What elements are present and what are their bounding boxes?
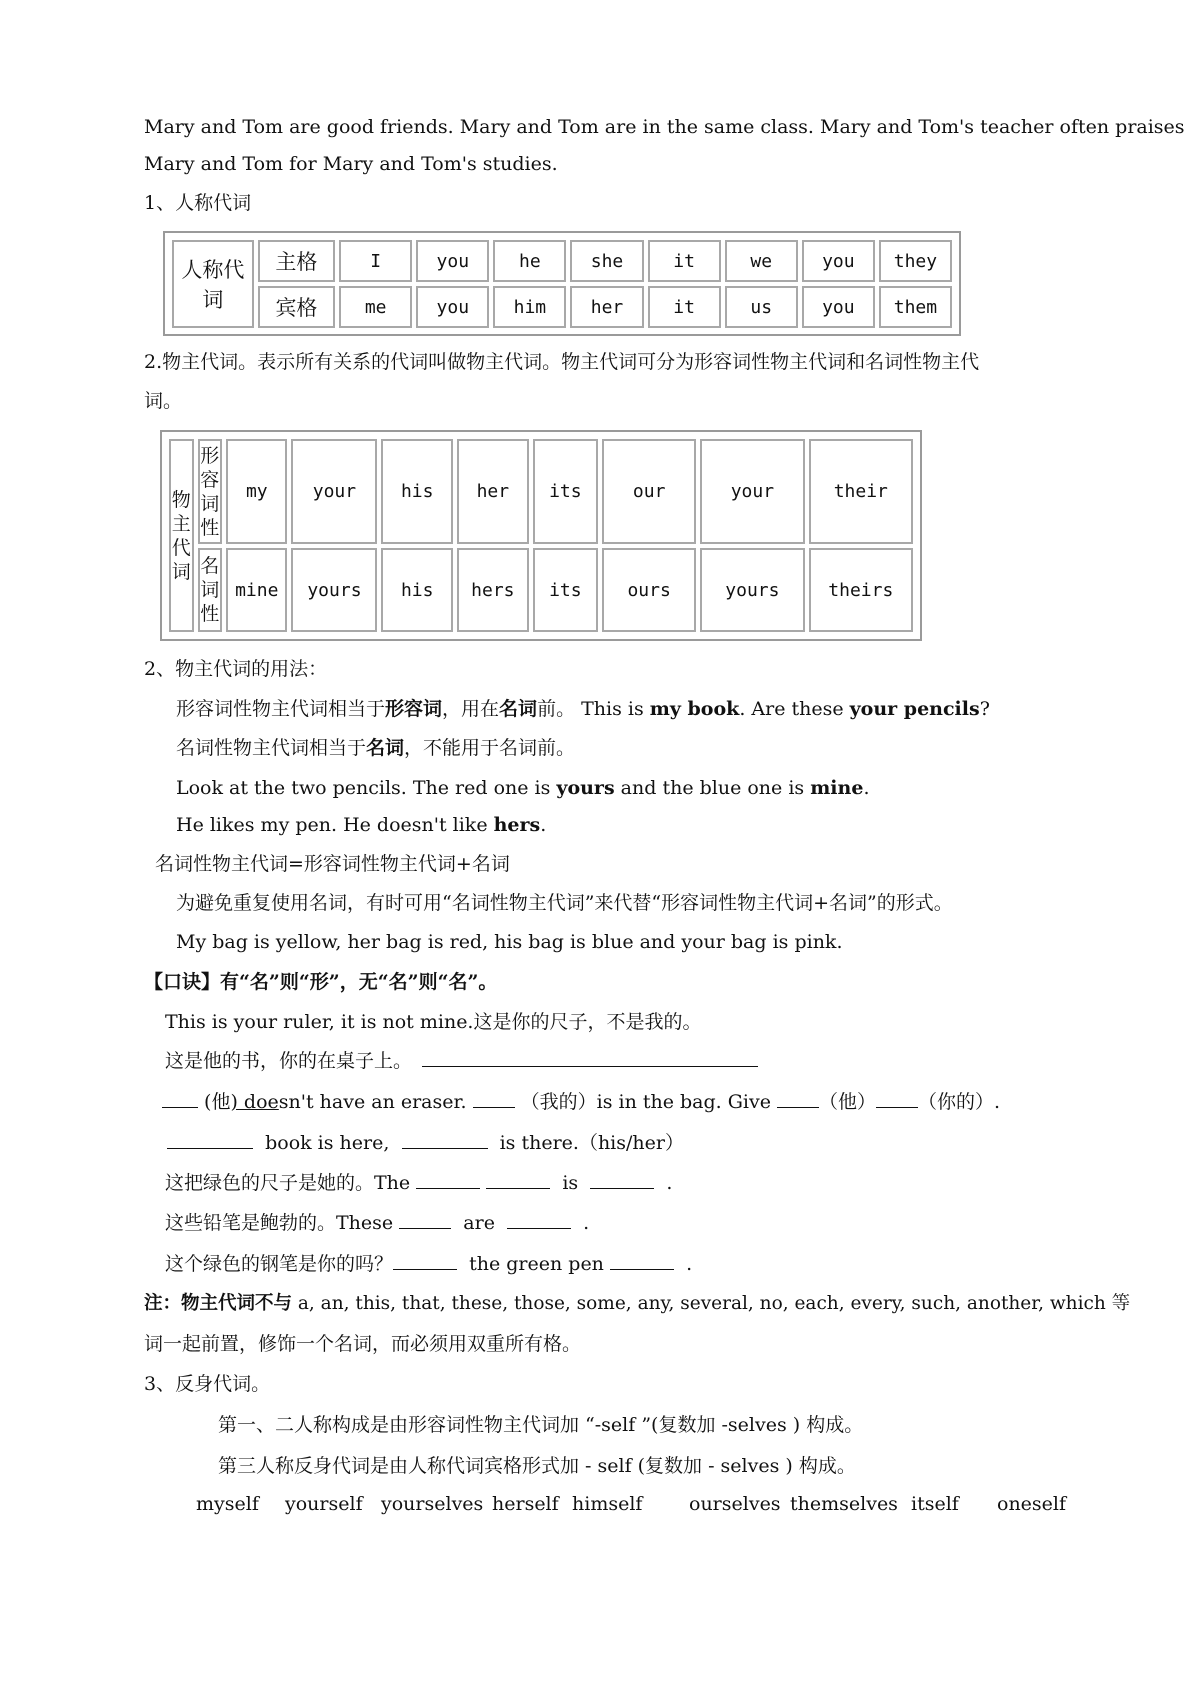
table-cell: its	[533, 548, 598, 632]
subject-case-label: 主格	[258, 240, 335, 282]
table-cell: it	[648, 240, 721, 282]
table-cell: its	[533, 439, 598, 544]
table-cell: him	[493, 286, 566, 328]
possessive-main-label: 物主代词	[169, 439, 194, 632]
table-cell: they	[879, 240, 952, 282]
intro-line-1: Mary and Tom are good friends. Mary and Tom are in the same class. Mary and Tom's teacher often praises	[144, 116, 1185, 138]
note-line-1: 注：物主代词不与 a, an, this, that, these, those, some, any, several, no, each, every, such, another, which 等	[144, 1293, 1131, 1314]
personal-pronoun-table	[163, 231, 961, 336]
list-item: yourself	[285, 1493, 363, 1515]
table-cell: his	[381, 548, 453, 632]
exercise-2: 这是他的书，你的在桌子上。	[165, 1048, 758, 1074]
adjective-label: 形容词性	[198, 439, 223, 544]
noun-label: 名词性	[198, 548, 223, 632]
list-item: ourselves	[689, 1493, 781, 1515]
answer-blank[interactable]	[486, 1170, 550, 1189]
table-cell: my	[226, 439, 287, 544]
section-3-line-2: 第三人称反身代词是由人称代词宾格形式加 - self (复数加 - selves ) 构成。	[218, 1455, 856, 1477]
answer-blank[interactable]	[393, 1251, 457, 1270]
list-item: yourselves	[381, 1493, 484, 1515]
table-cell: her	[457, 439, 529, 544]
list-item: myself	[196, 1493, 259, 1515]
table-cell: their	[809, 439, 913, 544]
answer-blank[interactable]	[777, 1089, 819, 1108]
table-cell: you	[802, 286, 875, 328]
usage-line-7: My bag is yellow, her bag is red, his bag is blue and your bag is pink.	[176, 931, 843, 953]
table-cell: you	[416, 240, 489, 282]
personal-pronoun-header: 人称代 词	[172, 240, 254, 328]
section-2-line-2: 词。	[144, 390, 183, 412]
table-cell: we	[725, 240, 798, 282]
section-2-line-1: 2.物主代词。表示所有关系的代词叫做物主代词。物主代词可分为形容词性物主代词和名词性物主代	[144, 351, 980, 373]
answer-blank[interactable]	[590, 1170, 654, 1189]
exercise-4: book is here, is there.（his/her）	[167, 1130, 684, 1156]
answer-blank[interactable]	[876, 1089, 918, 1108]
answer-blank[interactable]	[167, 1130, 253, 1149]
table-cell: you	[802, 240, 875, 282]
usage-line-3: Look at the two pencils. The red one is yours and the blue one is mine.	[176, 777, 870, 799]
usage-title: 2、物主代词的用法：	[144, 658, 328, 680]
table-cell: ours	[602, 548, 696, 632]
answer-blank[interactable]	[422, 1048, 758, 1067]
table-cell: you	[416, 286, 489, 328]
usage-line-5: 名词性物主代词=形容词性物主代词+名词	[155, 853, 510, 875]
possessive-pronoun-table	[160, 430, 922, 641]
section-3-title: 3、反身代词。	[144, 1373, 271, 1395]
table-cell: hers	[457, 548, 529, 632]
exercise-3: (他) doesn't have an eraser. （我的）is in the bag. Give （他） （你的）.	[162, 1089, 1000, 1115]
table-cell: your	[291, 439, 377, 544]
table-cell: she	[570, 240, 643, 282]
list-item: itself	[911, 1493, 959, 1515]
section-3-line-1: 第一、二人称构成是由形容词性物主代词加 “-self ”(复数加 -selves ) 构成。	[218, 1414, 864, 1436]
table-cell: it	[648, 286, 721, 328]
intro-line-2: Mary and Tom for Mary and Tom's studies.	[144, 153, 558, 175]
answer-blank[interactable]	[402, 1130, 488, 1149]
table-cell: us	[725, 286, 798, 328]
table-cell: theirs	[809, 548, 913, 632]
answer-blank[interactable]	[610, 1251, 674, 1270]
answer-blank[interactable]	[473, 1089, 515, 1108]
table-cell: our	[602, 439, 696, 544]
usage-line-4: He likes my pen. He doesn't like hers.	[176, 814, 547, 836]
mnemonic: 【口诀】有“名”则“形”，无“名”则“名”。	[144, 971, 498, 993]
section-1-title: 1、人称代词	[144, 192, 252, 214]
list-item: herself	[492, 1493, 559, 1515]
exercise-5: 这把绿色的尺子是她的。The is .	[165, 1172, 673, 1194]
table-cell: yours	[291, 548, 377, 632]
usage-line-6: 为避免重复使用名词，有时可用“名词性物主代词”来代替“形容词性物主代词+名词”的形式。	[176, 892, 953, 914]
exercise-7: 这个绿色的钢笔是你的吗？ the green pen .	[165, 1253, 693, 1275]
table-cell: he	[493, 240, 566, 282]
exercise-6: 这些铅笔是鲍勃的。These are .	[165, 1212, 590, 1234]
usage-line-1: 形容词性物主代词相当于形容词，用在名词前。 This is my book. Are these your pencils?	[176, 698, 990, 720]
answer-blank[interactable]	[507, 1210, 571, 1229]
list-item: themselves	[790, 1493, 898, 1515]
usage-line-2: 名词性物主代词相当于名词，不能用于名词前。	[176, 737, 576, 759]
table-cell: me	[339, 286, 412, 328]
note-line-2: 词一起前置，修饰一个名词，而必须用双重所有格。	[144, 1333, 582, 1355]
table-cell: her	[570, 286, 643, 328]
table-cell: yours	[700, 548, 804, 632]
answer-blank[interactable]	[399, 1210, 451, 1229]
table-cell: them	[879, 286, 952, 328]
exercise-1: This is your ruler, it is not mine.这是你的尺子，不是我的。	[165, 1011, 702, 1033]
table-cell: your	[700, 439, 804, 544]
table-cell: his	[381, 439, 453, 544]
object-case-label: 宾格	[258, 286, 335, 328]
answer-blank[interactable]	[416, 1170, 480, 1189]
table-cell: I	[339, 240, 412, 282]
answer-blank[interactable]	[162, 1089, 198, 1108]
table-cell: mine	[226, 548, 287, 632]
list-item: oneself	[997, 1493, 1067, 1515]
list-item: himself	[572, 1493, 643, 1515]
